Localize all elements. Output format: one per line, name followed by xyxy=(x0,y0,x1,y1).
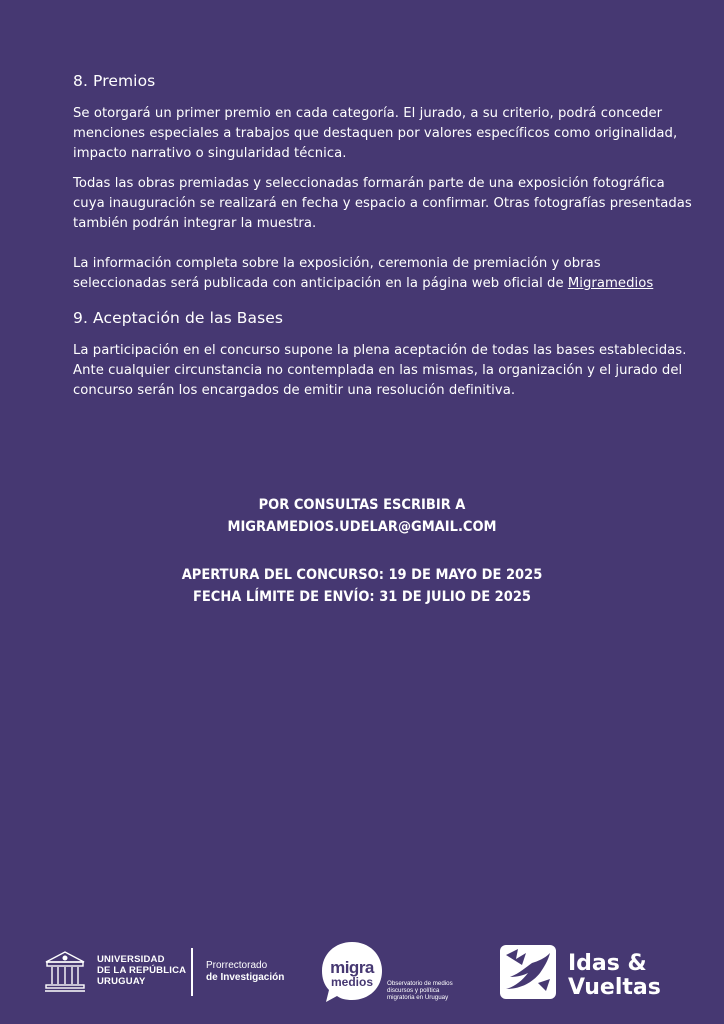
idas-vueltas-logo xyxy=(498,943,698,1003)
section-title-premios: 8. Premios xyxy=(73,72,156,90)
contact-block xyxy=(0,494,724,608)
opening-date: APERTURA DEL CONCURSO: 19 DE MAYO DE 2025 xyxy=(181,567,543,583)
migra-word: migra xyxy=(330,958,374,977)
footer-logos xyxy=(0,935,724,1010)
main-content xyxy=(73,70,693,401)
migra-desc-line-3: migratoria en Uruguay xyxy=(387,994,449,1001)
udelar-line-1: UNIVERSIDAD xyxy=(97,954,165,965)
migramedios-description xyxy=(387,980,487,1001)
premios-paragraph-3-text: La información completa sobre la exposición, ceremonia de premiación y obras seleccionadas será publicada con anticipación en la página web oficial de xyxy=(73,256,601,291)
migra-desc-line-2: discursos y política xyxy=(387,987,440,994)
prorrectorado-line-1: Prorrectorado xyxy=(206,960,268,971)
university-building-icon xyxy=(44,948,86,994)
prorrectorado-line-2: de Investigación xyxy=(206,972,285,983)
bird-icon xyxy=(498,943,558,1001)
udelar-line-3: URUGUAY xyxy=(97,976,146,987)
udelar-name xyxy=(97,954,197,987)
deadline-date: FECHA LÍMITE DE ENVÍO: 31 DE JULIO DE 2025 xyxy=(192,589,531,605)
idas-line-2: Vueltas xyxy=(568,975,661,1000)
premios-paragraph-1: Se otorgará un primer premio en cada categoría. El jurado, a su criterio, podrá conceder menciones especiales a trabajos que destaquen por valores específicos como originalidad, impacto narrativo o singularidad técnica. xyxy=(73,106,678,161)
prorrectorado-line-2-wrap xyxy=(206,972,284,984)
udelar-line-2: DE LA REPÚBLICA xyxy=(97,965,187,976)
premios-paragraph-3 xyxy=(73,254,693,294)
contact-line: POR CONSULTAS ESCRIBIR A xyxy=(258,497,466,513)
medios-word: medios xyxy=(330,975,373,989)
contact-email[interactable]: MIGRAMEDIOS.UDELAR@GMAIL.COM xyxy=(227,519,497,535)
idas-line-1: Idas & xyxy=(568,951,647,976)
premios-paragraph-2: Todas las obras premiadas y seleccionadas formarán parte de una exposición fotográfica cuya inauguración se realizará en fecha y espacio a confirmar. Otras fotografías presentadas también podrán integrar la muestra. xyxy=(73,176,692,231)
aceptacion-paragraph: La participación en el concurso supone la plena aceptación de todas las bases establecidas. Ante cualquier circunstancia no contemplada en las mismas, la organización y el jurado del concurso serán los encargados de emitir una resolución definitiva. xyxy=(73,343,687,398)
migra-desc-line-1: Observatorio de medios xyxy=(387,980,453,987)
logo-divider xyxy=(191,948,193,996)
migramedios-link[interactable]: Migramedios xyxy=(567,276,654,291)
section-title-aceptacion: 9. Aceptación de las Bases xyxy=(73,309,284,327)
prorrectorado-logo xyxy=(206,960,284,984)
idas-vueltas-name xyxy=(568,952,661,1000)
migramedios-logo xyxy=(320,940,480,1005)
